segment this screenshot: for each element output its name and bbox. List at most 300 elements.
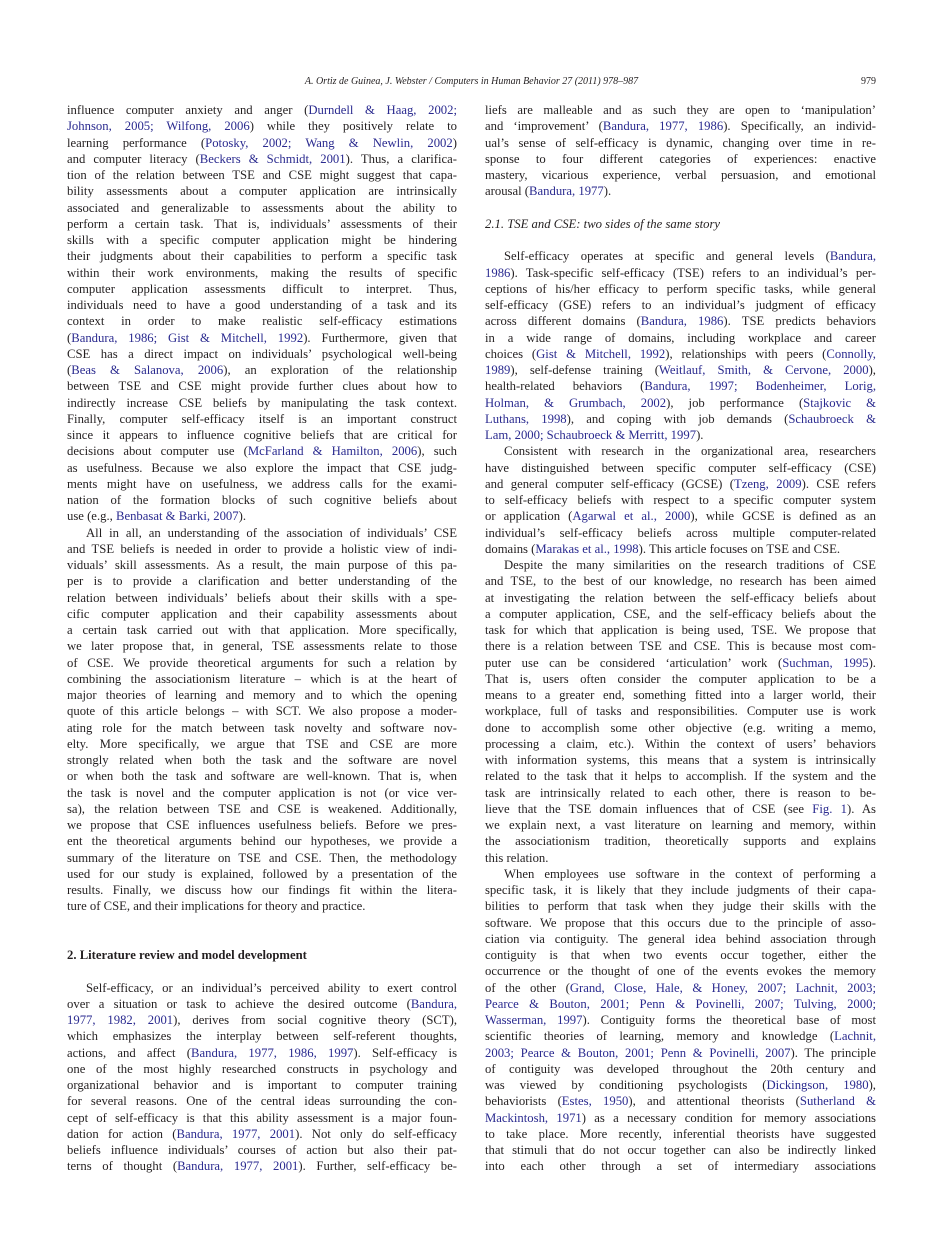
text-line [485,1142,876,1158]
text-line [67,216,457,232]
left-column [67,102,457,1175]
body-text: have distinguished between specific computer self-efficacy (CSE) [485,460,876,475]
citation-link[interactable]: Bandura, 1977, 2001 [176,1126,296,1141]
body-text: we later propose that, in general, TSE assessments relate to those [67,639,457,654]
body-text: ual’s sense of self-efficacy is dynamic, changing over time in re- [485,135,876,150]
text-line [67,1077,457,1093]
body-text: individuals need to have a good understanding of a task and its [67,298,457,312]
body-text: and TSE, to the best of our knowledge, no research has been aimed [485,574,876,589]
paragraph [67,980,457,1175]
text-line [67,102,457,118]
text-line [67,118,457,134]
body-text: occurrence or the thought of one of the events evokes the memory [485,964,876,979]
body-text: ), and attentional theorists ( [628,1094,800,1109]
text-line [67,980,457,996]
body-text: ), such [417,444,457,459]
text-line [485,378,876,394]
paragraph [485,557,876,866]
text-line [67,395,457,411]
text-line [485,1077,876,1093]
body-text: of CSE. We provide theoretical arguments for such a relation by [67,655,457,670]
body-text: this relation. [485,850,549,865]
running-header [67,76,876,90]
body-text: software. We propose that this occurs due to the principle of asso- [485,915,876,930]
text-line [485,573,876,589]
citation-link[interactable]: Luthans, 1998 [485,411,567,426]
citation-link[interactable]: Bandura, 1986 [640,314,724,329]
text-line [485,720,876,736]
body-text: relation between individuals’ beliefs about their skills with a spe- [67,590,457,605]
citation-link[interactable]: Fig. 1 [812,801,847,816]
body-text: ) while they positively relate to [249,119,457,134]
body-text: health-related behaviors ( [485,379,645,394]
text-line [485,313,876,329]
body-text: Despite the many similarities on the research traditions of CSE [504,558,876,572]
body-text: or when both the task and software are well-known. That is, when [67,769,457,784]
text-line [67,768,457,784]
body-text: with information systems, this means that a system is intrinsically [485,753,876,767]
text-line [67,508,457,524]
text-line [485,297,876,313]
body-text: a computer application, CSE, and the self-efficacy beliefs about the [485,606,876,621]
citation-link[interactable]: Bandura, 1977, 1986, 1997 [191,1045,354,1060]
text-line [485,508,876,524]
text-line [67,833,457,849]
body-text: lieve that the TSE domain influences that of CSE (see [485,801,813,816]
text-line [67,720,457,736]
body-text: ). Contiguity forms the theoretical base of most [582,1013,876,1027]
text-line [67,655,457,671]
body-text: that stimuli that do not occur together can also be indirectly linked [485,1143,876,1157]
citation-link[interactable]: 1977, 1982, 2001 [67,1013,174,1027]
section-heading: 2. Literature review and model development [67,948,307,962]
body-text: ), job performance ( [666,395,804,410]
text-line [67,183,457,199]
text-line [67,671,457,687]
text-line [485,1126,876,1142]
text-line [67,866,457,882]
text-line [485,915,876,931]
citation-link[interactable]: Tzeng, 2009 [733,476,802,491]
citation-link[interactable]: Grand, Close, Hale, & Honey, 2007; Lachnit, 2003; [569,980,876,995]
paragraph [485,248,876,443]
citation-link[interactable]: Sutherland & [799,1094,876,1109]
body-text: ). [868,655,876,670]
text-line [485,931,876,947]
body-text: was viewed by conditioning psychologists ( [485,1078,767,1092]
body-text: ), and coping with job demands ( [566,411,789,426]
body-text: ture of CSE, and their implications for theory and practice. [67,899,366,914]
body-text: actions, and affect ( [67,1045,192,1060]
body-text: a certain task carried out with that application. More specifically, [67,623,457,637]
text-line [485,102,876,118]
text-line [485,362,876,378]
text-line [67,1110,457,1126]
body-text: That is, users often consider the computer application to be a [485,671,876,686]
body-text: their judgments about their capabilities to perform a specific task [67,249,457,264]
text-line [485,801,876,817]
citation-link[interactable]: Lam, 2000; Schaubroeck & Merritt, 1997 [485,428,697,442]
text-line [67,313,457,329]
body-text: and TSE beliefs is needed in order to provide a holistic view of indi- [67,541,457,556]
text-line [67,1028,457,1044]
text-line [67,411,457,427]
text-line [485,541,876,557]
body-text: contiguity is that when two events occur together, either the [485,948,876,962]
body-text: organizational behavior and is important to computer training [67,1078,457,1092]
body-text: liefs are malleable and as such they are open to ‘manipulation’ [485,103,876,117]
body-text: dation for action ( [67,1126,177,1141]
text-line [67,1061,457,1077]
text-line [67,378,457,394]
body-text: summary of the literature on TSE and CSE. Then, the methodology [67,850,457,865]
text-line [67,346,457,362]
body-text: which emphasizes the interplay between self-referent thoughts, [67,1029,457,1044]
paragraph [67,102,457,525]
citation-link[interactable]: Schaubroeck & [788,411,876,426]
citation-link[interactable]: Wasserman, 1997 [485,1013,583,1027]
text-line [67,281,457,297]
text-line [67,330,457,346]
text-line [485,1045,876,1061]
body-text: decisions about computer use ( [67,444,248,459]
body-text: ( [67,363,72,377]
body-text: and ‘improvement’ ( [485,119,603,134]
text-line [67,460,457,476]
text-line [485,151,876,167]
body-text: ). Task-specific self-efficacy (TSE) refers to an individual’s per- [510,265,876,280]
citation-link[interactable]: Beas & Salanova, 2006 [71,363,224,377]
body-text: sponse to four different categories of experiences: enactive [485,151,876,166]
text-line [67,590,457,606]
body-text: related to the task that it helps to accomplish. If the system and the [485,769,876,784]
text-line [485,427,876,443]
text-line [485,460,876,476]
paragraph [485,866,876,1175]
text-line [485,947,876,963]
body-text: of the other ( [485,980,570,995]
text-line [67,1012,457,1028]
body-text: computer application assessments difficult to interpret. Thus, [67,281,457,296]
citation-link[interactable]: Bandura, [410,996,457,1011]
right-column [485,102,876,1175]
body-text: ( [67,330,72,345]
text-line [485,1061,876,1077]
body-text: behaviorists ( [485,1094,562,1109]
body-text: at investigating the relation between the self-efficacy beliefs about [485,590,876,605]
body-text: ceptions of his/her efficacy to perform specific tasks, while general [485,281,876,296]
body-text: associated and generalizable to assessments about the ability to [67,200,457,215]
citation-link[interactable]: Suchman, 1995 [782,655,869,670]
body-text: ). [238,509,247,524]
body-text: ), an exploration of the relationship [223,363,457,377]
body-text: since it appears to influence cognitive beliefs that are critical for [67,428,457,442]
text-line [485,638,876,654]
text-line [67,752,457,768]
body-text: in a wide range of domains, including workplace and career [485,330,876,345]
body-text: cept of self-efficacy is that this ability assessment is a major foun- [67,1110,457,1125]
body-text: ). TSE predicts behaviors [723,314,876,329]
text-line [67,687,457,703]
body-text: within their work environments, making the results of specific [67,265,457,280]
citation-link[interactable]: Stajkovic & [803,395,877,410]
text-line [485,1012,876,1028]
body-text: ) as a necessary condition for memory associations [581,1110,876,1125]
text-line [67,200,457,216]
text-line [67,557,457,573]
citation-link[interactable]: Durndell & Haag, 2002; [308,103,457,117]
body-text: into each other through a set of intermediary associations [485,1159,876,1174]
body-text: ating role for the match between task novelty and software nov- [67,720,457,735]
text-line [485,866,876,882]
body-text: Finally, computer self-efficacy itself is an important construct [67,411,457,426]
text-line [485,590,876,606]
text-line [485,671,876,687]
body-text: ). Self-efficacy is [353,1045,458,1060]
body-text: strongly related when both the task and the software are novel [67,753,457,767]
text-line [485,183,876,199]
text-line [67,638,457,654]
body-text: domains ( [485,541,536,556]
body-text: ). The principle [790,1045,876,1060]
body-text: ent the theoretical arguments behind our hypotheses, we provide a [67,834,457,849]
body-text: of contiguity was developed throughout the 20th century and [485,1061,876,1076]
body-text: bilities to perform that task when they judge their skills with the [485,899,876,914]
text-line [485,476,876,492]
citation-link[interactable]: Agarwal et al., 2000 [572,509,691,524]
text-line [67,996,457,1012]
text-line [485,752,876,768]
text-line [67,248,457,264]
text-line [485,1028,876,1044]
citation-link[interactable]: Bandura, [829,249,876,264]
text-line [67,1126,457,1142]
text-line [67,232,457,248]
running-title: A. Ortiz de Guinea, J. Webster / Computers in Human Behavior 27 (2011) 978–987 [304,76,639,87]
text-line [67,801,457,817]
body-text: we explain next, a vast literature on learning and memory, within [485,818,876,832]
body-text: When employees use software in the context of performing a [504,866,876,881]
citation-link[interactable]: Bandura, 1997; Bodenheimer, Lorig, [644,379,876,394]
text-line [67,817,457,833]
text-line [67,703,457,719]
text-line [485,248,876,264]
citation-link[interactable]: Bandura, 1977 [529,184,604,199]
text-line [67,167,457,183]
citation-link[interactable]: 2003; Pearce & Bouton, 2001; Penn & Povinelli, 2007 [485,1045,791,1060]
citation-link[interactable]: Benbasat & Barki, 2007 [115,509,239,524]
body-text: to take place. More recently, inferential theorists have suggested [485,1126,876,1141]
text-line [485,1093,876,1109]
citation-link[interactable]: Beckers & Schmidt, 2001 [199,151,346,166]
text-line [485,622,876,638]
text-line [67,736,457,752]
text-line [67,151,457,167]
body-text: skills with a specific computer application might be hindering [67,233,457,247]
body-text: viduals’ skill assessments. As a result, the main purpose of this pa- [67,558,457,572]
text-line [485,882,876,898]
citation-link[interactable]: 1986 [485,265,511,280]
body-text: and general computer self-efficacy (GCSE) ( [485,476,734,491]
body-text: tion of the relation between TSE and CSE might suggest that capa- [67,168,457,182]
text-line [485,330,876,346]
body-text: self-efficacy (GSE) refers to an individual’s judgment of efficacy [485,298,876,312]
body-text: ). [696,428,704,442]
text-line [485,525,876,541]
body-text: mastery, vicarious experience, verbal persuasion, and emotional [485,168,876,182]
body-text: Self-efficacy, or an individual’s perceived ability to exert control [86,980,457,995]
citation-link[interactable]: Weitlauf, Smith, & Cervone, 2000 [658,363,869,377]
citation-link[interactable]: Marakas et al., 1998 [535,541,639,556]
body-text: ), [868,363,876,377]
text-line [485,557,876,573]
body-text: sa), the relation between TSE and CSE is weakened. Additionally, [67,801,457,816]
body-text: Self-efficacy operates at specific and general levels ( [504,249,830,264]
body-text: over a situation or task to achieve the desired outcome ( [67,996,411,1011]
citation-link[interactable]: Gist & Mitchell, 1992 [536,346,666,361]
body-text: quote of this article belongs – with SCT. We also propose a moder- [67,704,457,719]
body-text: ), while GCSE is defined as an [690,509,876,524]
citation-link[interactable]: Dickingson, 1980 [766,1078,869,1092]
body-text: perform a certain task. That is, individuals’ assessments of their [67,216,457,231]
body-text: nation of the formation blocks of such cognitive beliefs about [67,493,457,507]
body-text: processing a claim, etc.). Within the context of users’ behaviors [485,736,876,751]
text-line [485,785,876,801]
body-text: cific computer application and their capability assessments about [67,606,457,621]
text-line [485,687,876,703]
text-line [67,1045,457,1061]
citation-link[interactable]: Bandura, 1986; Gist & Mitchell, 1992 [71,330,304,345]
body-text: one of the most highly researched constructs in psychology and [67,1061,457,1076]
body-text: there is a relation between TSE and CSE. This is because most com- [485,639,876,654]
body-text: across different domains ( [485,314,641,329]
body-text: ), [868,1078,876,1092]
body-text: ). CSE refers [801,476,876,491]
body-text: task for which that application is being used, TSE. We propose that [485,623,876,637]
citation-link[interactable]: Potosky, 2002; Wang & Newlin, 2002 [205,135,453,150]
body-text: ). Further, self-efficacy be- [298,1159,457,1174]
text-line [485,817,876,833]
body-text: terns of thought ( [67,1159,178,1174]
citation-link[interactable]: 1989 [485,363,511,377]
body-text: combining the associationism literature – which is at the heart of [67,671,457,686]
body-text: and computer literacy ( [67,151,200,166]
citation-link[interactable]: Bandura, 1977, 1986 [602,119,724,134]
body-text: done to accomplish some other objective (e.g. writing a memo, [485,720,876,735]
text-line [67,443,457,459]
body-text: to self-efficacy beliefs with respect to a specific computer system [485,493,876,507]
text-line [67,785,457,801]
body-text: puter use can be considered ‘articulation’ work ( [485,655,783,670]
body-text: major theories of learning and memory and to which the opening [67,688,457,702]
text-line [485,265,876,281]
text-line [485,898,876,914]
citation-link[interactable]: Mackintosh, 1971 [485,1110,582,1125]
body-text: learning performance ( [67,135,206,150]
body-text: bility assessments about a computer application are intrinsically [67,184,457,199]
text-line [67,898,457,914]
body-text: ments might have on usefulness, we address calls for the exami- [67,476,457,491]
paragraph [485,102,876,200]
body-text: context in order to make realistic self-efficacy estimations [67,314,457,329]
section-heading: 2.1. TSE and CSE: two sides of the same story [485,216,721,231]
body-text: ). Thus, a clarifica- [345,151,457,166]
body-text: means to a greater end, something fitted into a larger world, their [485,688,876,702]
body-text: workplace, full of tasks and responsibilities. Computer use is work [485,704,876,719]
body-text: used for our study is explained, followed by a presentation of the [67,866,457,881]
citation-link[interactable]: Holman, & Grumbach, 2002 [485,395,667,410]
text-line [485,135,876,151]
text-line [485,768,876,784]
body-text: ) [452,135,457,150]
body-text: between TSE and CSE might provide further clues about how to [67,379,457,394]
citation-link[interactable]: Estes, 1950 [561,1094,629,1109]
body-text: use (e.g., [67,509,116,524]
body-text: choices ( [485,346,537,361]
body-text: ), derives from social cognitive theory (SCT), [173,1013,458,1027]
body-text: ). Furthermore, given that [303,330,457,345]
text-line [485,736,876,752]
body-text: ciation via contiguity. The general idea behind association through [485,931,876,946]
body-text: ). Not only do self-efficacy [295,1126,457,1141]
body-text: ). As [846,801,876,816]
text-line [67,1142,457,1158]
body-text: arousal ( [485,184,530,199]
citation-link[interactable]: McFarland & Hamilton, 2006 [247,444,418,459]
body-text: scientific theories of learning, memory and knowledge ( [485,1029,835,1044]
citation-link[interactable]: Bandura, 1977, 2001 [177,1159,299,1174]
body-text: per is to provide a clarification and better understanding of the [67,574,457,589]
text-line [67,297,457,313]
text-line [67,265,457,281]
text-line [67,882,457,898]
body-text: the task is novel and the computer application is not (or vice ver- [67,785,457,800]
text-line [67,492,457,508]
body-text: ). This article focuses on TSE and CSE. [638,541,841,556]
citation-link[interactable]: Lachnit, [834,1029,876,1044]
text-line [67,362,457,378]
body-text: beliefs influence individuals’ courses of action but also their pat- [67,1143,457,1157]
text-line [67,1093,457,1109]
body-text: elty. More specifically, we argue that TSE and CSE are more [67,736,457,751]
body-text: indirectly increase CSE beliefs by manipulating the task context. [67,395,457,410]
body-text: CSE has a direct impact on individuals’ psychological well-being [67,346,457,361]
body-text: ), relationships with peers ( [665,346,827,361]
text-line [485,281,876,297]
body-text: specific task, it is likely that they include judgments of their capa- [485,883,876,897]
text-line [485,703,876,719]
text-line [485,655,876,671]
text-line [67,606,457,622]
text-line [485,167,876,183]
text-line [67,427,457,443]
body-text: All in all, an understanding of the association of individuals’ CSE [86,525,457,540]
text-line [485,606,876,622]
body-text: ). Specifically, an individ- [723,119,876,134]
text-line [485,1158,876,1174]
citation-link[interactable]: Johnson, 2005; Wilfong, 2006 [67,119,250,134]
text-line [485,395,876,411]
text-line [485,980,876,996]
citation-link[interactable]: Pearce & Bouton, 2001; Penn & Povinelli, 2007; Tulving, 2000; [485,996,876,1011]
body-text: influence computer anxiety and anger ( [67,103,309,117]
text-line [485,850,876,866]
text-line [485,996,876,1012]
citation-link[interactable]: Connolly, [826,346,876,361]
paragraph [485,443,876,557]
text-line [485,411,876,427]
text-line [485,118,876,134]
